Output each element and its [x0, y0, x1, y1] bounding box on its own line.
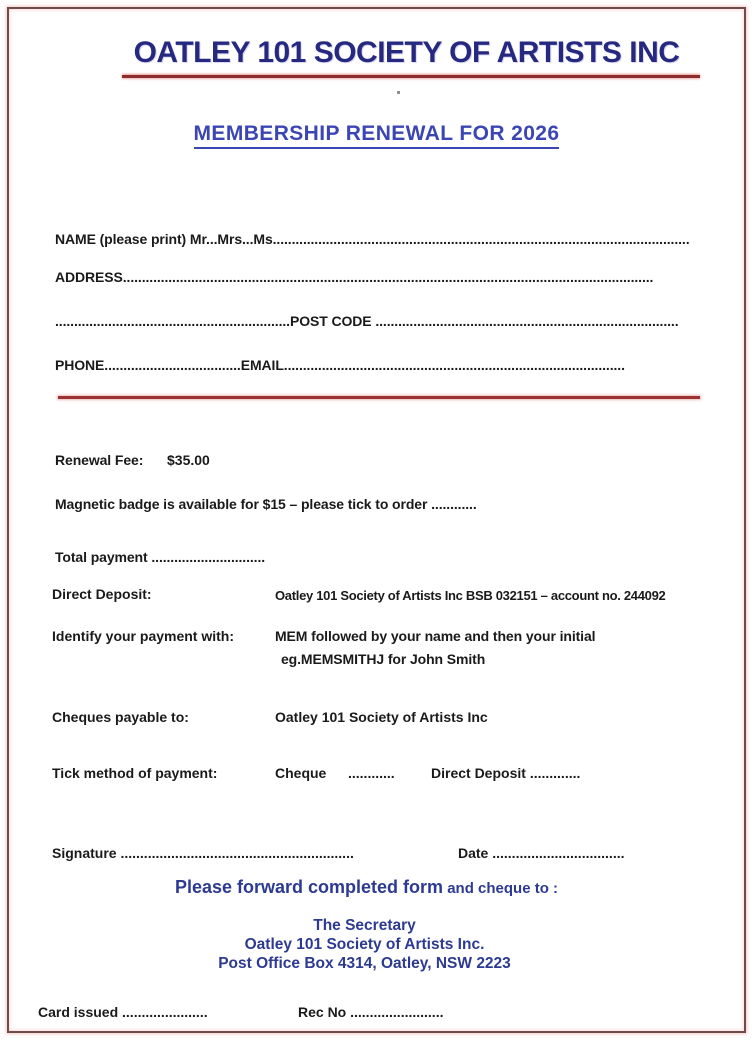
cheque-option-label: Cheque: [275, 765, 327, 781]
postcode-row: [55, 313, 700, 330]
date-label: Date: [458, 845, 493, 861]
forward-instruction-main: Please forward completed form: [174, 877, 444, 897]
email-fill-dots: ..........................................................................................: [283, 357, 625, 373]
direct-deposit-value: Oatley 101 Society of Artists Inc BSB 032151 – account no. 244092: [275, 588, 666, 603]
address-row: [55, 269, 700, 286]
direct-deposit-option-label: Direct Deposit: [431, 765, 530, 781]
cheques-payable-value: Oatley 101 Society of Artists Inc: [275, 709, 488, 725]
mailing-address-line-3: Post Office Box 4314, Oatley, NSW 2223: [218, 955, 511, 972]
phone-fill-dots: ....................................: [104, 357, 241, 373]
renewal-fee-row: [55, 452, 700, 469]
date-row: [458, 845, 624, 862]
signature-fill-dots: ............................................................: [120, 845, 354, 861]
card-issued-label: Card issued: [38, 1004, 123, 1020]
section-divider-rule: [58, 396, 700, 399]
rec-no-dots: ........................: [350, 1004, 444, 1020]
mailing-address-line-2: Oatley 101 Society of Artists Inc.: [244, 936, 485, 953]
total-payment-label: Total payment: [55, 549, 152, 565]
postcode-label: POST CODE: [289, 313, 376, 329]
phone-email-row: [55, 357, 700, 374]
magnetic-badge-row: [55, 496, 700, 513]
direct-deposit-option-row: [431, 765, 580, 782]
form-subtitle: MEMBERSHIP RENEWAL FOR 2026: [194, 122, 560, 149]
card-issued-row: [38, 1004, 208, 1021]
name-label: NAME (please print) Mr...Mrs...Ms: [55, 231, 273, 247]
identify-payment-label: Identify your payment with:: [52, 628, 235, 644]
magnetic-badge-label: Magnetic badge is available for $15 – please tick to order: [55, 496, 432, 512]
subtitle-wrap: [0, 122, 753, 149]
renewal-fee-label: Renewal Fee:: [55, 452, 144, 468]
stray-dot-mark: [397, 91, 400, 94]
postcode-fill-dots: ................................................................................: [375, 313, 679, 329]
cheques-payable-label: Cheques payable to:: [52, 709, 189, 725]
rec-no-row: [298, 1004, 443, 1021]
identify-payment-value: MEM followed by your name and then your initial: [275, 628, 596, 644]
mailing-address-line-1: The Secretary: [313, 917, 416, 934]
mailing-address-block: [0, 916, 753, 973]
page-title: OATLEY 101 SOCIETY OF ARTISTS INC: [133, 36, 680, 69]
signature-label: Signature: [52, 845, 121, 861]
cheque-tick-dots: ............: [348, 765, 395, 781]
forward-instruction: [0, 876, 753, 900]
identify-payment-example: eg.MEMSMITHJ for John Smith: [281, 651, 486, 667]
address-label: ADDRESS: [55, 269, 123, 285]
renewal-fee-value: $35.00: [167, 452, 210, 468]
card-issued-dots: ......................: [122, 1004, 208, 1020]
name-row: [55, 231, 700, 248]
total-payment-dots: ..............................: [151, 549, 266, 565]
direct-deposit-tick-dots: .............: [529, 765, 581, 781]
email-label: EMAIL: [240, 357, 284, 373]
name-fill-dots: ..............................................................................................................: [272, 231, 690, 247]
date-fill-dots: ..................................: [492, 845, 625, 861]
address-fill-dots: ............................................................................................................................................: [122, 269, 654, 285]
direct-deposit-label: Direct Deposit:: [52, 586, 152, 602]
address-fill-dots-2: ..............................................................: [55, 313, 290, 329]
title-underline-rule: [122, 75, 700, 78]
total-payment-row: [55, 549, 700, 566]
tick-method-label: Tick method of payment:: [52, 765, 218, 781]
phone-label: PHONE: [55, 357, 105, 373]
badge-tick-dots: ............: [431, 496, 477, 512]
rec-no-label: Rec No: [298, 1004, 351, 1020]
forward-instruction-rest: and cheque to :: [443, 880, 559, 897]
